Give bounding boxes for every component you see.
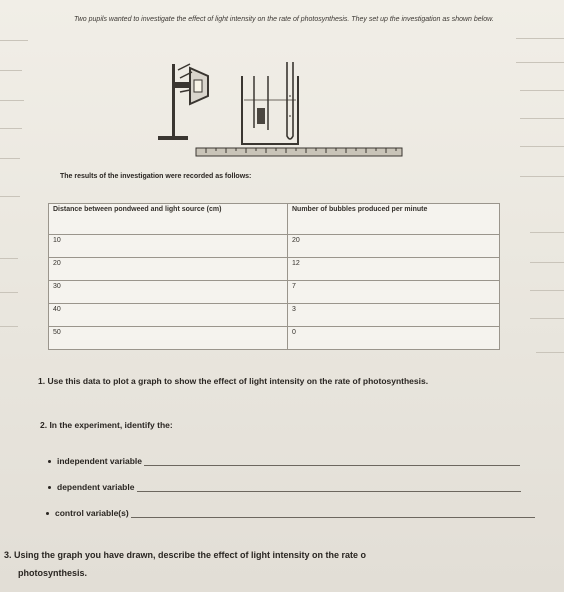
intro-text: Two pupils wanted to investigate the effect of light intensity on the rate of photosynthesis. They set up the investigation as shown below. (74, 16, 494, 23)
lamp-icon (158, 64, 208, 140)
ruled-line (0, 40, 28, 41)
ruled-line (0, 128, 22, 129)
ruled-line (520, 146, 564, 147)
answer-line-dependent[interactable] (137, 491, 521, 492)
ruled-line (520, 90, 564, 91)
bullet-label: control variable(s) (55, 508, 129, 518)
column-header-bubbles: Number of bubbles produced per minute (288, 204, 500, 235)
table-cell: 40 (49, 304, 288, 327)
answer-line-control[interactable] (131, 517, 535, 518)
table-cell: 12 (288, 258, 500, 281)
table-cell: 30 (49, 281, 288, 304)
table-cell: 50 (49, 327, 288, 350)
bullet-label: dependent variable (57, 482, 135, 492)
table-row (49, 281, 500, 304)
table-header-row (49, 204, 500, 235)
ruled-line (0, 158, 20, 159)
ruled-line (530, 232, 564, 233)
ruler-icon (196, 148, 402, 156)
ruled-line (516, 38, 564, 39)
table-cell: 0 (288, 327, 500, 350)
bullet-label: independent variable (57, 456, 143, 466)
ruled-line (0, 196, 20, 197)
bullet-control-variables (46, 508, 535, 518)
ruled-line (530, 290, 564, 291)
table-row (49, 327, 500, 350)
table-cell: 7 (288, 281, 500, 304)
ruled-line (536, 352, 564, 353)
ruled-line (0, 292, 18, 293)
bullet-icon (46, 512, 49, 515)
table-cell: 10 (49, 235, 288, 258)
results-table (48, 203, 500, 350)
question-3: 3. Using the graph you have drawn, describe the effect of light intensity on the rate o (4, 550, 367, 560)
bullet-icon (48, 486, 51, 489)
table-cell: 20 (49, 258, 288, 281)
ruled-line (516, 62, 564, 63)
bullet-dependent-variable (48, 482, 521, 492)
table-row (49, 304, 500, 327)
bullet-icon (48, 460, 51, 463)
ruled-line (0, 258, 18, 259)
results-heading: The results of the investigation were recorded as follows: (60, 173, 252, 180)
column-header-distance: Distance between pondweed and light source (cm) (49, 204, 288, 235)
table-row (49, 235, 500, 258)
ruled-line (0, 100, 24, 101)
table-cell: 3 (288, 304, 500, 327)
ruled-line (0, 70, 22, 71)
bullet-independent-variable (48, 456, 520, 466)
ruled-line (530, 318, 564, 319)
ruled-line (520, 118, 564, 119)
apparatus-diagram (150, 56, 410, 168)
ruled-line (520, 176, 564, 177)
answer-line-independent[interactable] (144, 465, 520, 466)
question-2: 2. In the experiment, identify the: (40, 420, 173, 430)
question-3-continued: photosynthesis. (18, 568, 88, 578)
beaker-icon (242, 62, 298, 144)
table-cell: 20 (288, 235, 500, 258)
ruled-line (530, 262, 564, 263)
ruled-line (0, 326, 18, 327)
table-row (49, 258, 500, 281)
question-1: 1. Use this data to plot a graph to show the effect of light intensity on the rate of photosynthesis. (38, 376, 429, 386)
